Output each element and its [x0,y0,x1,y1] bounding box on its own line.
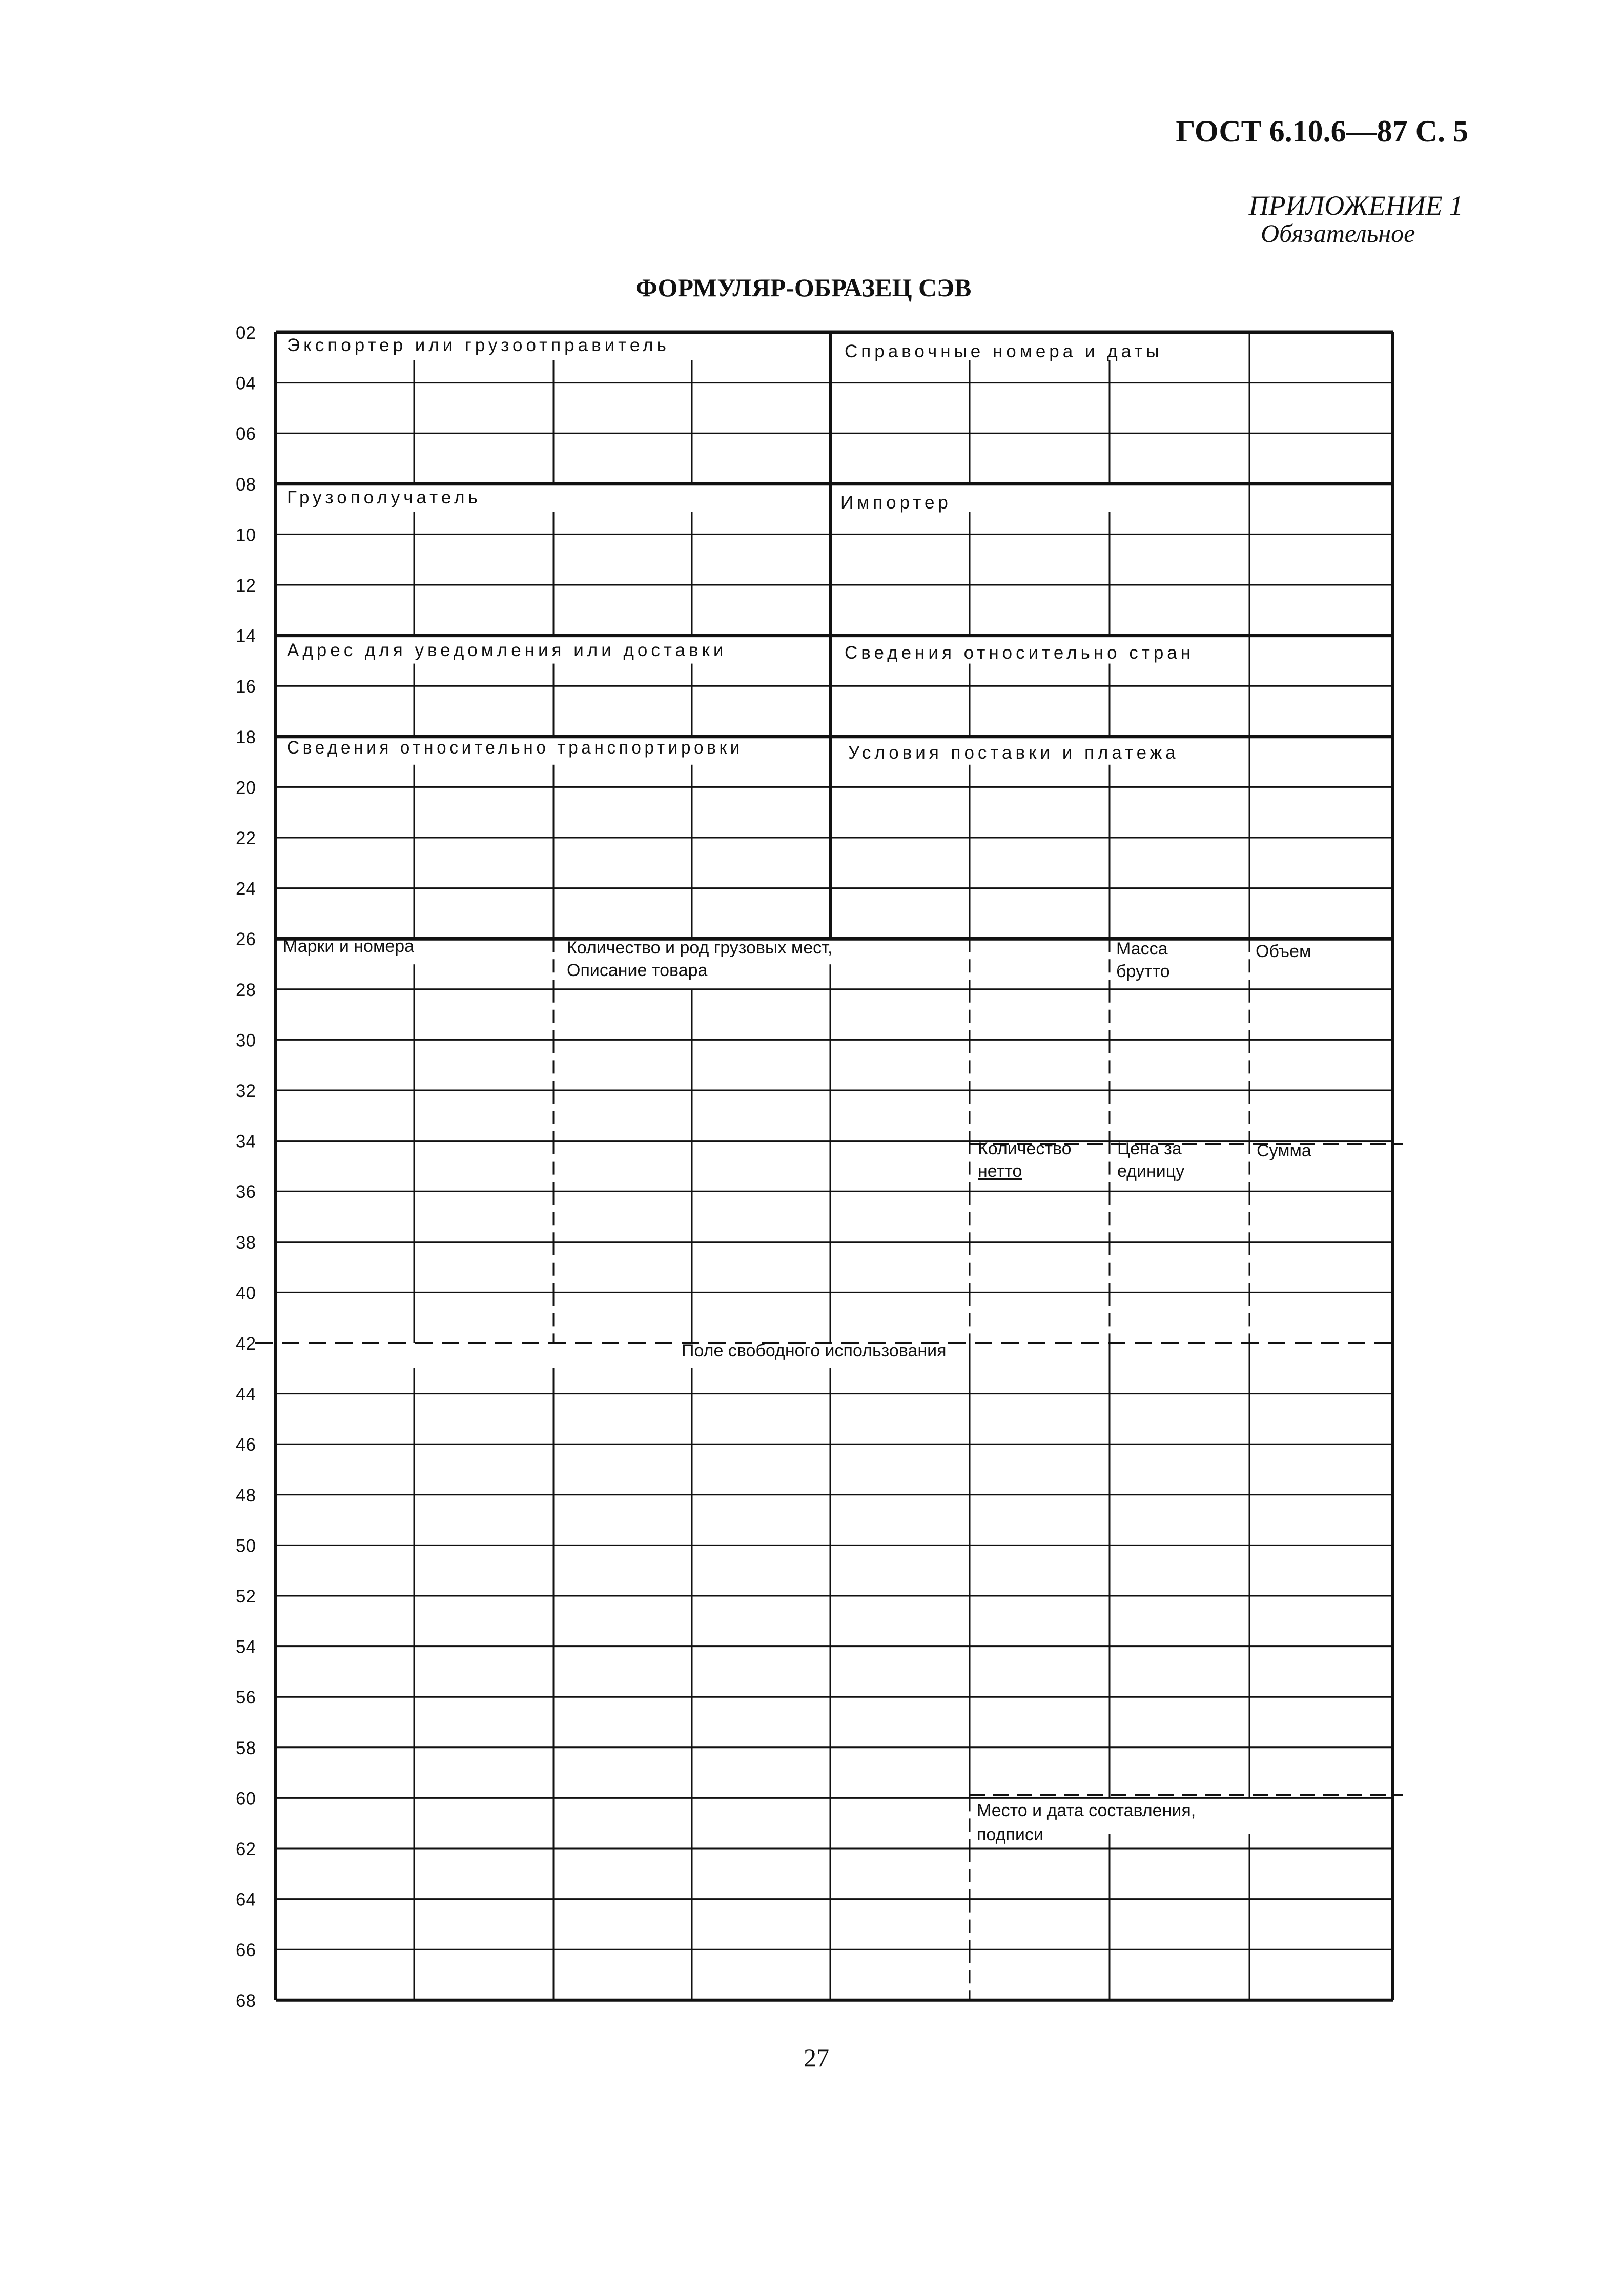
row-number: 04 [236,373,256,394]
row-number: 12 [236,576,256,596]
field-net-line1: Количество [978,1139,1072,1159]
row-number: 46 [236,1435,256,1455]
row-number: 62 [236,1839,256,1859]
field-net-line2: нетто [978,1162,1022,1181]
row-number: 34 [236,1131,256,1152]
row-number: 14 [236,626,256,646]
row-number: 08 [236,474,256,495]
field-gross-line1: Масса [1116,939,1168,959]
row-number: 48 [236,1485,256,1506]
row-number: 66 [236,1940,256,1961]
row-number: 24 [236,879,256,899]
field-amount: Сумма [1257,1141,1311,1161]
row-number: 26 [236,929,256,950]
field-references: Справочные номера и даты [845,341,1163,361]
appendix-status: Обязательное [1261,219,1415,248]
row-number: 10 [236,525,256,545]
row-number: 42 [236,1334,256,1354]
row-number: 28 [236,980,256,1000]
row-number: 50 [236,1536,256,1556]
row-number: 40 [236,1283,256,1304]
field-delivery-terms: Условия поставки и платежа [848,743,1179,763]
field-marks: Марки и номера [283,937,415,956]
row-number: 52 [236,1587,256,1607]
form-title: ФОРМУЛЯР-ОБРАЗЕЦ СЭВ [635,273,972,302]
field-place-date-line2: подписи [977,1825,1043,1844]
field-volume: Объем [1256,942,1311,961]
page-number: 27 [804,2043,829,2072]
row-number: 16 [236,677,256,697]
row-number: 30 [236,1030,256,1051]
field-gross-line2: брутто [1116,962,1170,981]
row-number-column [236,323,256,2011]
field-importer: Импортер [840,493,952,513]
field-packages-line1: Количество и род грузовых мест, [567,938,833,958]
row-number: 22 [236,828,256,848]
row-number: 68 [236,1990,256,2011]
row-number: 38 [236,1232,256,1253]
field-consignee: Грузополучатель [287,487,481,507]
field-notify-address: Адрес для уведомления или доставки [287,640,727,660]
row-number: 02 [236,323,256,343]
row-number: 06 [236,424,256,444]
row-number: 18 [236,727,256,747]
form-grid [255,332,1403,2000]
row-number: 44 [236,1384,256,1405]
row-number: 56 [236,1688,256,1708]
row-number: 58 [236,1738,256,1758]
appendix-label: ПРИЛОЖЕНИЕ 1 [1248,190,1463,221]
field-exporter: Экспортер или грузоотправитель [287,335,670,355]
field-place-date-line1: Место и дата составления, [977,1801,1196,1820]
field-transport: Сведения относительно транспортировки [287,738,743,758]
row-number: 36 [236,1182,256,1203]
row-number: 20 [236,778,256,798]
field-free-use: Поле свободного использования [682,1341,947,1360]
row-number: 60 [236,1789,256,1809]
row-number: 54 [236,1637,256,1657]
field-packages-line2: Описание товара [567,961,708,980]
document-reference: ГОСТ 6.10.6—87 С. 5 [1176,114,1468,148]
row-number: 32 [236,1081,256,1101]
field-price-line2: единицу [1117,1162,1185,1181]
field-countries: Сведения относительно стран [845,643,1195,663]
field-price-line1: Цена за [1117,1139,1182,1159]
row-number: 64 [236,1889,256,1910]
